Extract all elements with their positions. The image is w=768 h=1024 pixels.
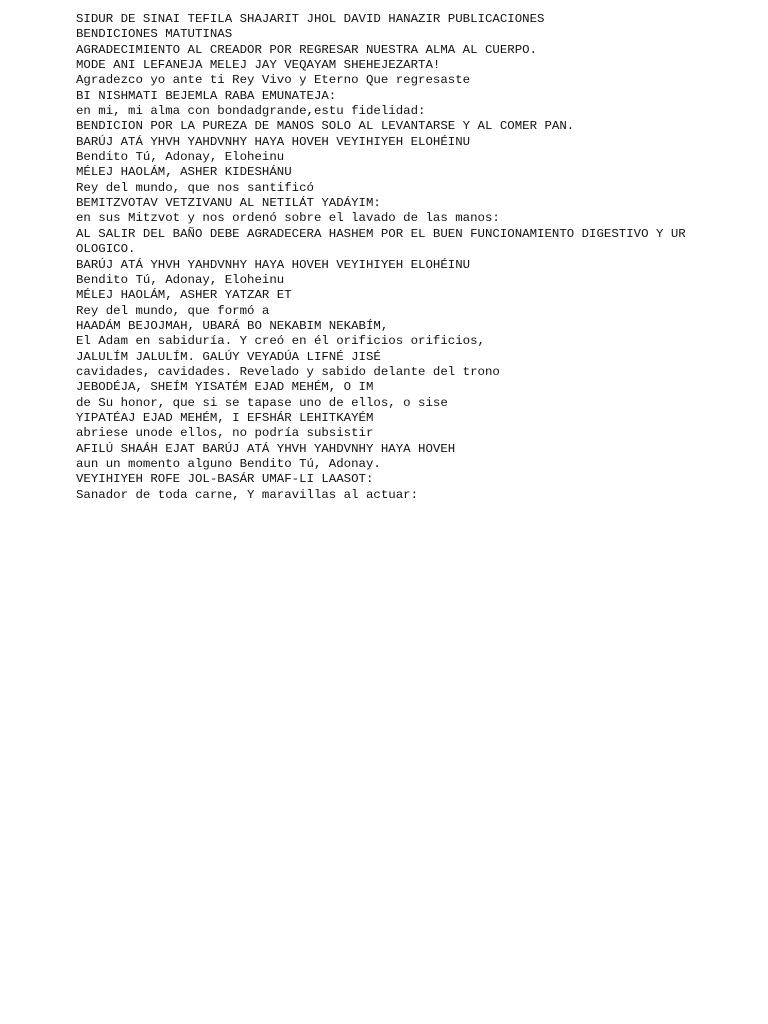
text-line: AGRADECIMIENTO AL CREADOR POR REGRESAR NUESTRA ALMA AL CUERPO. xyxy=(76,42,538,57)
text-line: JEBODÉJA, SHEÍM YISATÉM EJAD MEHÉM, O IM xyxy=(76,380,374,395)
document-text xyxy=(76,12,756,503)
text-line: de Su honor, que si se tapase uno de ellos, o sise xyxy=(76,395,448,410)
text-line: VEYIHIYEH ROFE JOL-BASÁR UMAF-LI LAASOT: xyxy=(76,472,374,487)
text-line: AL SALIR DEL BAÑO DEBE AGRADECERA HASHEM POR EL BUEN FUNCIONAMIENTO DIGESTIVO Y UR xyxy=(76,226,686,241)
text-line: BARÚJ ATÁ YHVH YAHDVNHY HAYA HOVEH VEYIHIYEH ELOHÉINU xyxy=(76,257,471,272)
text-line: en sus Mitzvot y nos ordenó sobre el lavado de las manos: xyxy=(76,211,500,226)
text-line: Agradezco yo ante ti Rey Vivo y Eterno Que regresaste xyxy=(76,73,471,88)
text-line: Rey del mundo, que formó a xyxy=(76,303,270,318)
text-line: Rey del mundo, que nos santificó xyxy=(76,180,314,195)
text-line: SIDUR DE SINAI TEFILA SHAJARIT JHOL DAVID HANAZIR PUBLICACIONES xyxy=(76,12,545,26)
text-line: BENDICION POR LA PUREZA DE MANOS SOLO AL LEVANTARSE Y AL COMER PAN. xyxy=(76,119,575,134)
text-line: MODE ANI LEFANEJA MELEJ JAY VEQAYAM SHEHEJEZARTA! xyxy=(76,58,441,73)
text-line: en mi, mi alma con bondadgrande,estu fidelidad: xyxy=(76,104,426,119)
text-line: BEMITZVOTAV VETZIVANU AL NETILÁT YADÁYIM: xyxy=(76,196,381,211)
text-line: AFILÚ SHAÁH EJAT BARÚJ ATÁ YHVH YAHDVNHY HAYA HOVEH xyxy=(76,441,456,456)
text-line: cavidades, cavidades. Revelado y sabido delante del trono xyxy=(76,364,500,379)
text-line: BI NISHMATI BEJEMLA RABA EMUNATEJA: xyxy=(76,88,337,103)
text-line: BARÚJ ATÁ YHVH YAHDVNHY HAYA HOVEH VEYIHIYEH ELOHÉINU xyxy=(76,134,471,149)
text-line: El Adam en sabiduría. Y creó en él orificios orificios, xyxy=(76,334,485,349)
text-line: BENDICIONES MATUTINAS xyxy=(76,27,233,42)
text-line: HAADÁM BEJOJMAH, UBARÁ BO NEKABIM NEKABÍM, xyxy=(76,318,389,333)
text-line: JALULÍM JALULÍM. GALÚY VEYADÚA LIFNÉ JISÉ xyxy=(76,349,381,364)
text-line: abriese unode ellos, no podría subsistir xyxy=(76,426,374,441)
text-line: aun un momento alguno Bendito Tú, Adonay. xyxy=(76,456,381,471)
text-line: MÉLEJ HAOLÁM, ASHER YATZAR ET xyxy=(76,288,292,303)
text-line: OLOGICO. xyxy=(76,242,136,257)
text-line: Sanador de toda carne, Y maravillas al actuar: xyxy=(76,487,419,502)
text-line: Bendito Tú, Adonay, Eloheinu xyxy=(76,272,285,287)
text-line: YIPATÉAJ EJAD MEHÉM, I EFSHÁR LEHITKAYÉM xyxy=(76,410,374,425)
text-line: MÉLEJ HAOLÁM, ASHER KIDESHÁNU xyxy=(76,165,292,180)
text-line: Bendito Tú, Adonay, Eloheinu xyxy=(76,150,285,165)
